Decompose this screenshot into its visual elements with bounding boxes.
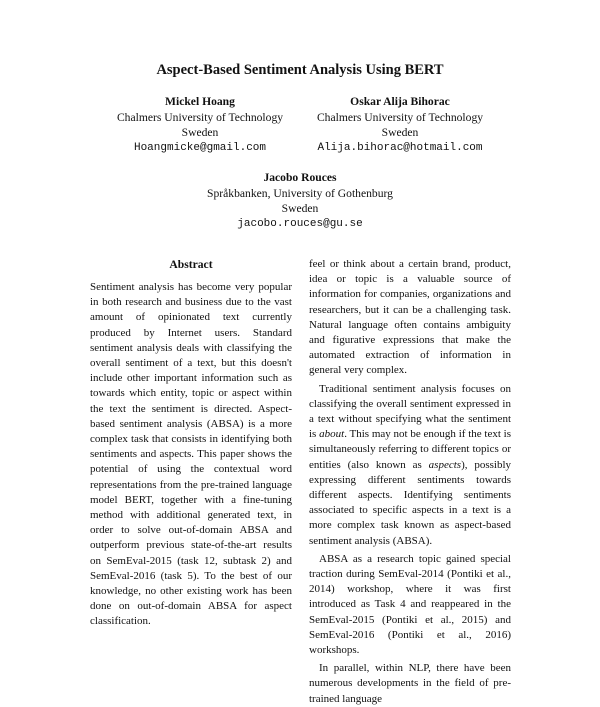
author-email[interactable]: jacobo.rouces@gu.se	[237, 217, 363, 230]
author-name: Oskar Alija Bihorac	[350, 95, 450, 108]
author-name: Jacobo Rouces	[263, 171, 337, 184]
intro-paragraph-3: ABSA as a research topic gained special traction during SemEval-2014 (Pontiki et al., 2014) workshop, where it was first introduced as Task 4 and reappeared in the SemEval-2015 (Pontiki et al., 2015) and SemEval-2016 (Pontiki et al., 2016) workshops.	[309, 552, 511, 657]
author-name: Mickel Hoang	[165, 95, 235, 108]
intro-paragraph-1: feel or think about a certain brand, product, idea or topic is a valuable source of information for companies, organizations and researchers, but it can be a challenging task. Natural language often contains ambiguity and figurative expressions that make the automated extraction of information in general very complex.	[309, 258, 511, 377]
intro-column	[309, 257, 511, 707]
author-2	[300, 94, 500, 156]
author-country: Sweden	[281, 202, 319, 215]
abstract-text: Sentiment analysis has become very popular in both research and business due to the vast amount of opinionated text currently produced by Internet users. Standard sentiment analysis deals with classifying the overall sentiment of a text, but this doesn't include other important information such as towards which entity, topic or aspect within the text the sentiment is directed. Aspect-based sentiment analysis (ABSA) is a more complex task that consists in identifying both sentiments and aspects. This paper shows the potential of using the contextual word representations from the pre-trained language model BERT, together with a fine-tuning method with additional generated text, in order to solve out-of-domain ABSA and outperform previous state-of-the-art results on SemEval-2015 (task 12, subtask 2) and SemEval-2016 (task 5). To the best of our knowledge, no other existing work has been done on out-of-domain ABSA for aspect classification.	[90, 281, 292, 628]
author-email[interactable]: Hoangmicke@gmail.com	[133, 141, 267, 154]
intro-paragraph-4: In parallel, within NLP, there have been numerous developments in the field of pre-trained language	[309, 662, 511, 705]
author-affiliation: Chalmers University of Technology	[316, 110, 484, 124]
author-3	[175, 170, 425, 232]
author-email[interactable]: Alija.bihorac@hotmail.com	[317, 141, 483, 154]
author-affiliation: Språkbanken, University of Gothenburg	[207, 186, 393, 200]
abstract-heading: Abstract	[169, 258, 213, 271]
paper-title: Aspect-Based Sentiment Analysis Using BERT	[156, 62, 444, 78]
author-country: Sweden	[381, 126, 419, 139]
author-country: Sweden	[181, 126, 219, 139]
author-1	[100, 94, 300, 156]
author-affiliation: Chalmers University of Technology	[116, 110, 284, 124]
intro-paragraph-2: Traditional sentiment analysis focuses on classifying the overall sentiment expressed in a text without specifying what the sentiment is about. This may not be enough if the text is simultaneously referring to different topics or entities (also known as aspects), possibly expressing different sentiments towards different aspects. Identifying sentiments associated to specific aspects in a text is a more complex task known as aspect-based sentiment analysis (ABSA).	[309, 382, 512, 547]
abstract-column	[90, 280, 292, 630]
